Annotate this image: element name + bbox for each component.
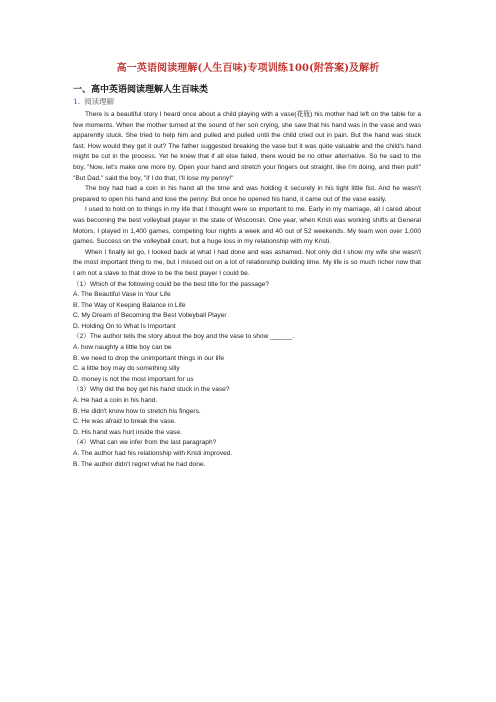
passage-paragraph: The boy had had a coin in his hand all the time and was holding it securely in his tight little fist. And he wasn't prepared to open his hand and lose the penny. But once he opened his hand, it came out of the vase easily.	[73, 185, 421, 203]
answer-option: D. money is not the most important for us	[73, 375, 194, 383]
answer-option: C. a little boy may do something silly	[73, 365, 180, 373]
item-heading	[73, 96, 114, 107]
passage-paragraph: There is a beautiful story I heard once about a child playing with a vase(花瓶) his mother had left on the table for a few moments. When the mother turned at the sound of her son crying, she saw that his hand was in the vase and was apparently stuck. She tried to help him and pulled and pulled until the child cried out in pain. But the hand was stuck fast. How would they get it out? The father suggested breaking the vase but it was quite valuable and the child's hand might be cut in the process. Yet he knew that if all else failed, there would be no other alternative. So he said to the boy, "Now, let's make one more try. Open your hand and stretch your fingers out straight, like I'm doing, and then pull!" "But Dad," said the boy, "if I do that, I'll lose my penny!"	[73, 111, 421, 182]
answer-option: C. My Dream of Becoming the Best Volleyball Player	[73, 312, 227, 320]
answer-option: D. His hand was hurt inside the vase.	[73, 428, 182, 436]
answer-option: B. The author didn't regret what he had done.	[73, 460, 206, 468]
answer-option: B. He didn't know how to stretch his fingers.	[73, 407, 201, 415]
document-title: 高一英语阅读理解(人生百味)专项训练100(附答案)及解析	[116, 63, 380, 74]
answer-option: A. He had a coin in his hand.	[73, 397, 158, 405]
answer-option: B. we need to drop the unimportant things in our life	[73, 354, 225, 362]
answer-option: C. He was afraid to break the vase.	[73, 418, 176, 426]
passage-paragraph: I used to hold on to things in my life that I thought were so important to me. Early in my marriage, all I cared about was becoming the best volleyball player in the state of Wisconsin. One year, when Kristi was working shifts at General Motors, I played in 1,400 games, competing four nights a week and 40 out of 52 weekends. My team won over 1,000 games. Success on the volleyball court, but a huge loss in my relationship with my Kristi.	[73, 206, 421, 246]
answer-option: B. The Way of Keeping Balance in Life	[73, 301, 186, 309]
section-heading: 一、高中英语阅读理解人生百味类	[73, 85, 209, 95]
answer-option: D. Holding On to What Is Important	[73, 322, 176, 330]
question-stem: （3）Why did the boy get his hand stuck in the vase?	[73, 386, 230, 394]
passage-body	[73, 110, 421, 470]
passage-paragraph: When I finally let go, I looked back at what I had done and was ashamed. Not only did I show my wife she wasn't the most important thing to me, but I missed out on a lot of relationship building time. My life is so much richer now that I am not a slave to that drive to be the best player I could be.	[73, 248, 421, 277]
question-stem: （2）The author tells the story about the boy and the vase to show ______.	[73, 333, 295, 341]
item-label: 阅读理解	[84, 97, 115, 106]
answer-option: A. The author had his relationship with Kristi improved.	[73, 450, 233, 457]
question-stem: （4）What can we infer from the last paragraph?	[73, 439, 217, 447]
answer-option: A. how naughty a little boy can be	[73, 344, 172, 352]
question-stem: （1）Which of the following could be the best title for the passage?	[73, 280, 270, 288]
answer-option: A. The Beautiful Vase in Your Life	[73, 291, 171, 299]
item-number: 1.	[73, 97, 81, 106]
